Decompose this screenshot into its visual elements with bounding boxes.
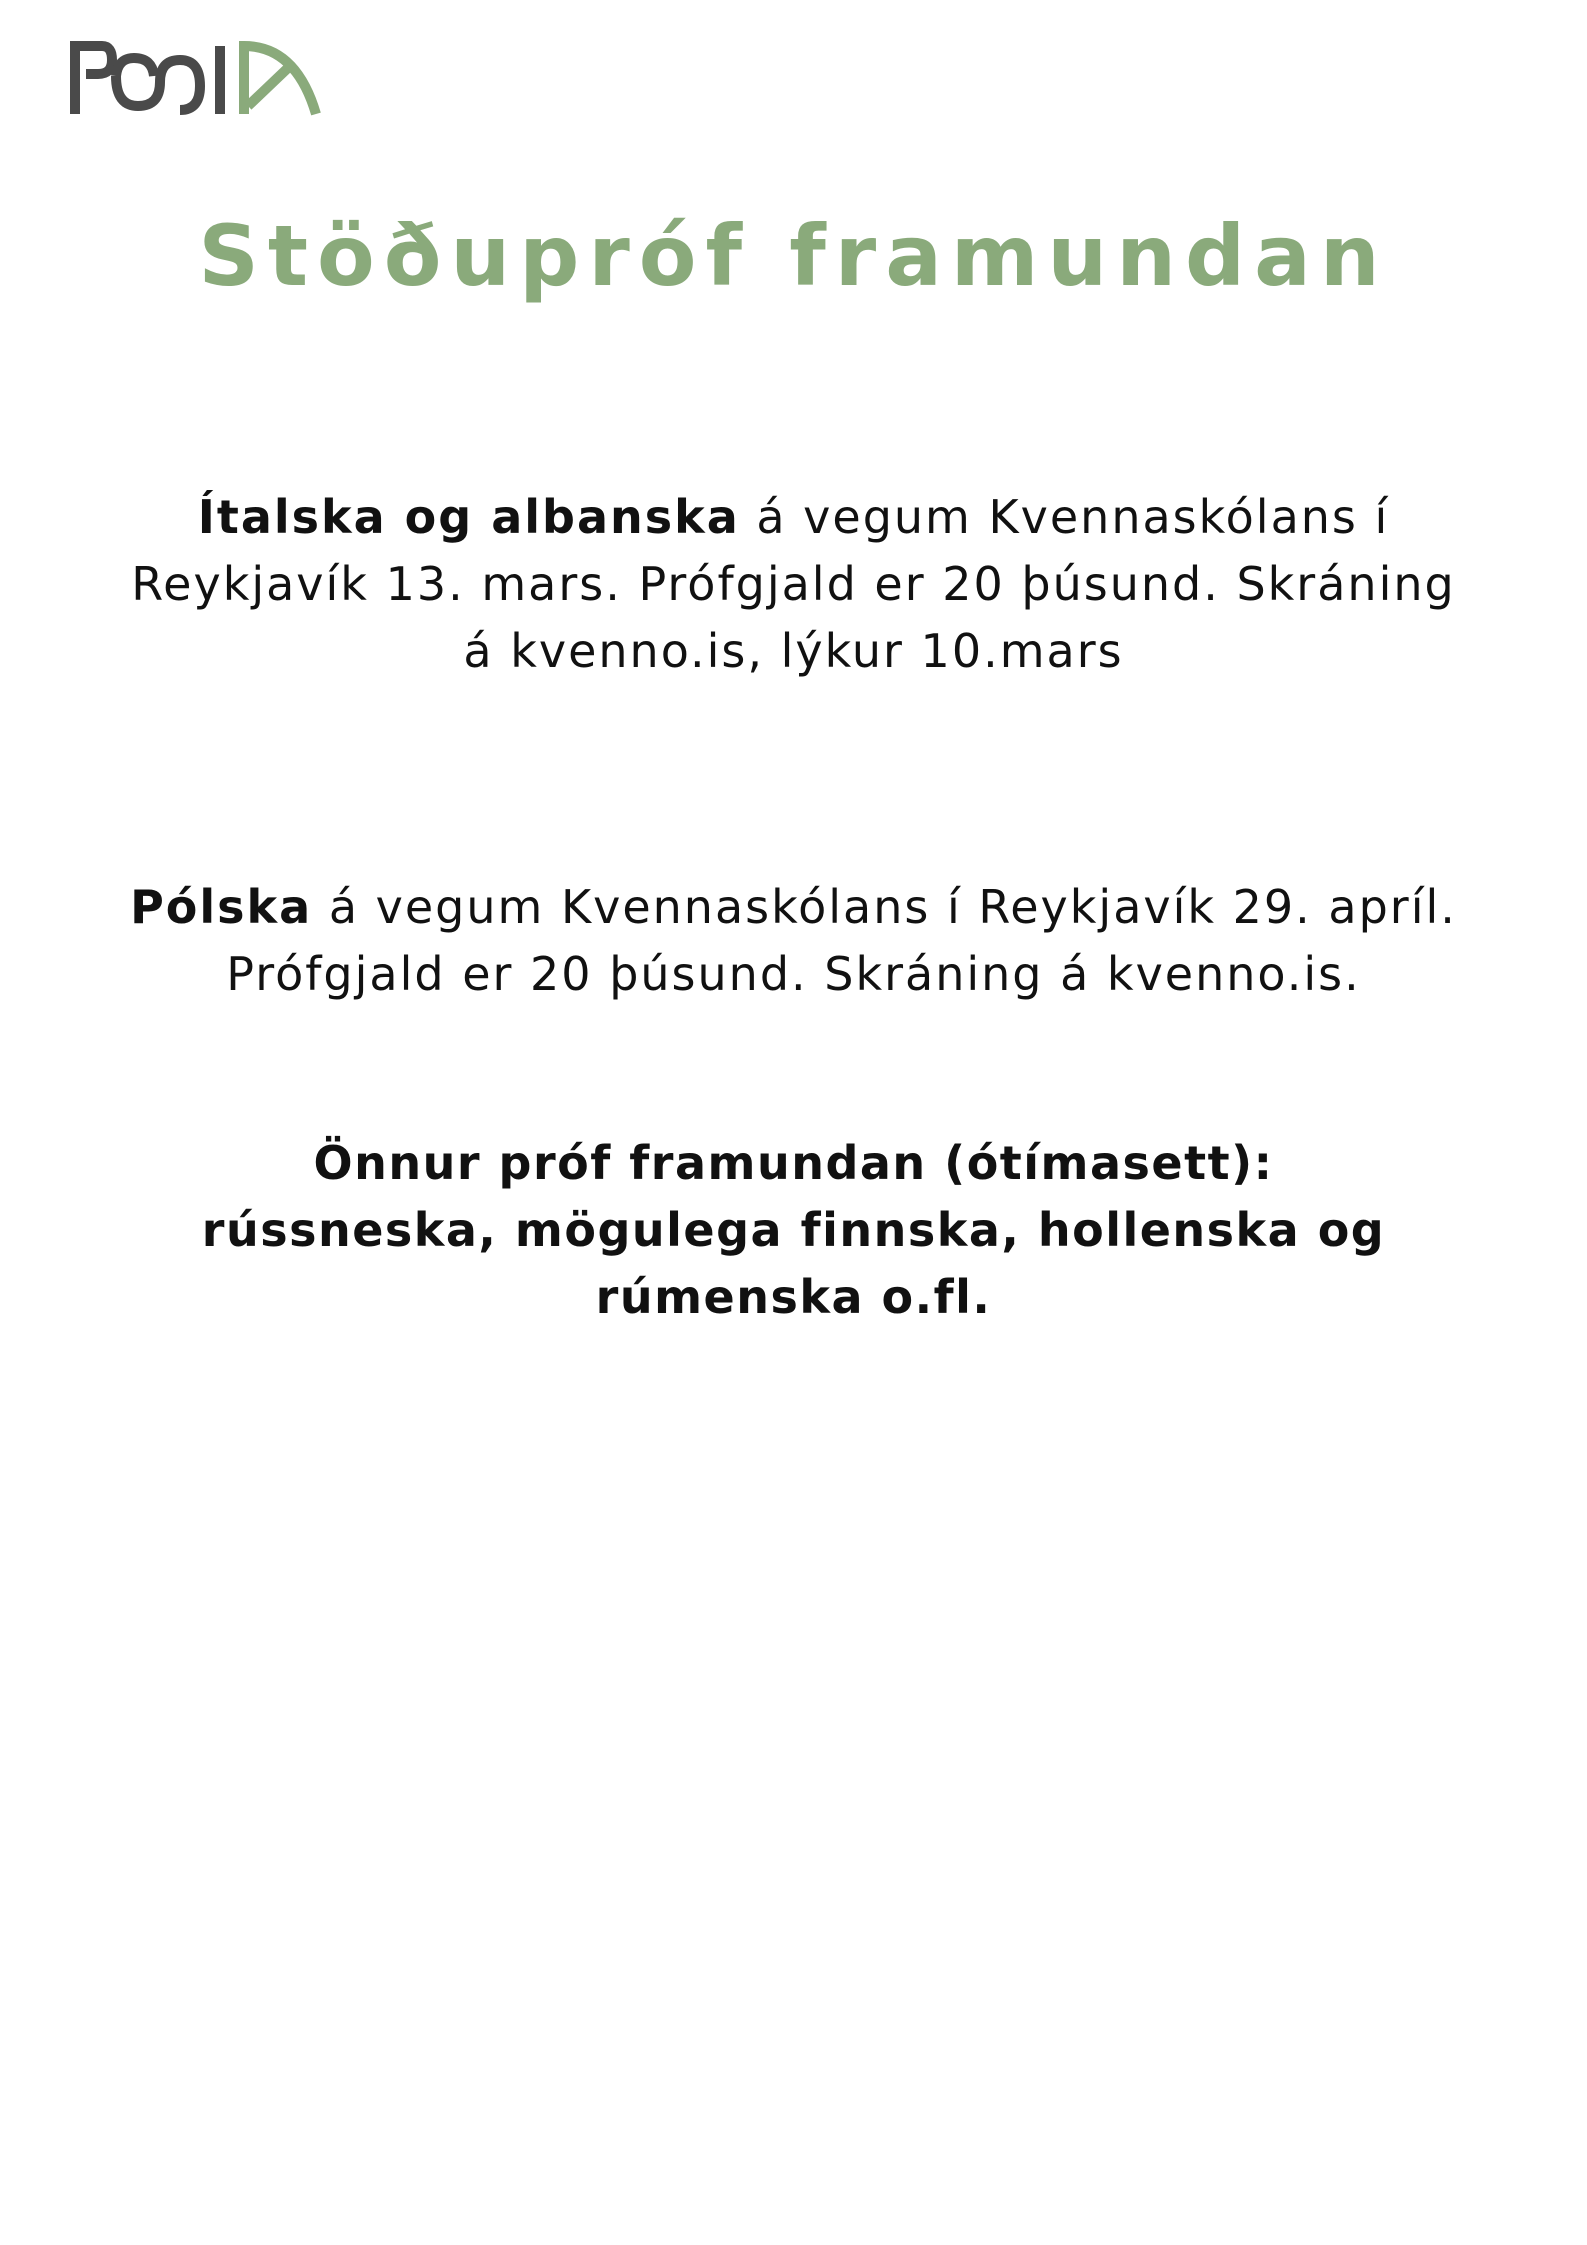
page-title: Stöðupróf framundan bbox=[198, 207, 1389, 305]
upcoming-languages-line: rúmenska o.fl. bbox=[595, 1270, 992, 1324]
upcoming-languages-line: rússneska, mögulega finnska, hollenska og bbox=[201, 1203, 1386, 1257]
announcement-language: Pólska bbox=[130, 880, 313, 934]
announcement-polish bbox=[110, 874, 1477, 1008]
announcement-details: á vegum Kvennaskólans í Reykjavík 13. mars. Prófgjald er 20 þúsund. Skráning á kvenno.is, lýkur 10.mars bbox=[131, 490, 1456, 678]
ross-logo bbox=[68, 36, 323, 118]
upcoming-exams bbox=[110, 1130, 1477, 1331]
announcement-italian-albanian bbox=[110, 484, 1477, 685]
upcoming-heading: Önnur próf framundan (ótímasett): bbox=[313, 1136, 1274, 1190]
announcement-details: á vegum Kvennaskólans í Reykjavík 29. apríl. Prófgjald er 20 þúsund. Skráning á kvenno.is. bbox=[226, 880, 1457, 1001]
announcement-language: Ítalska og albanska bbox=[197, 490, 740, 544]
